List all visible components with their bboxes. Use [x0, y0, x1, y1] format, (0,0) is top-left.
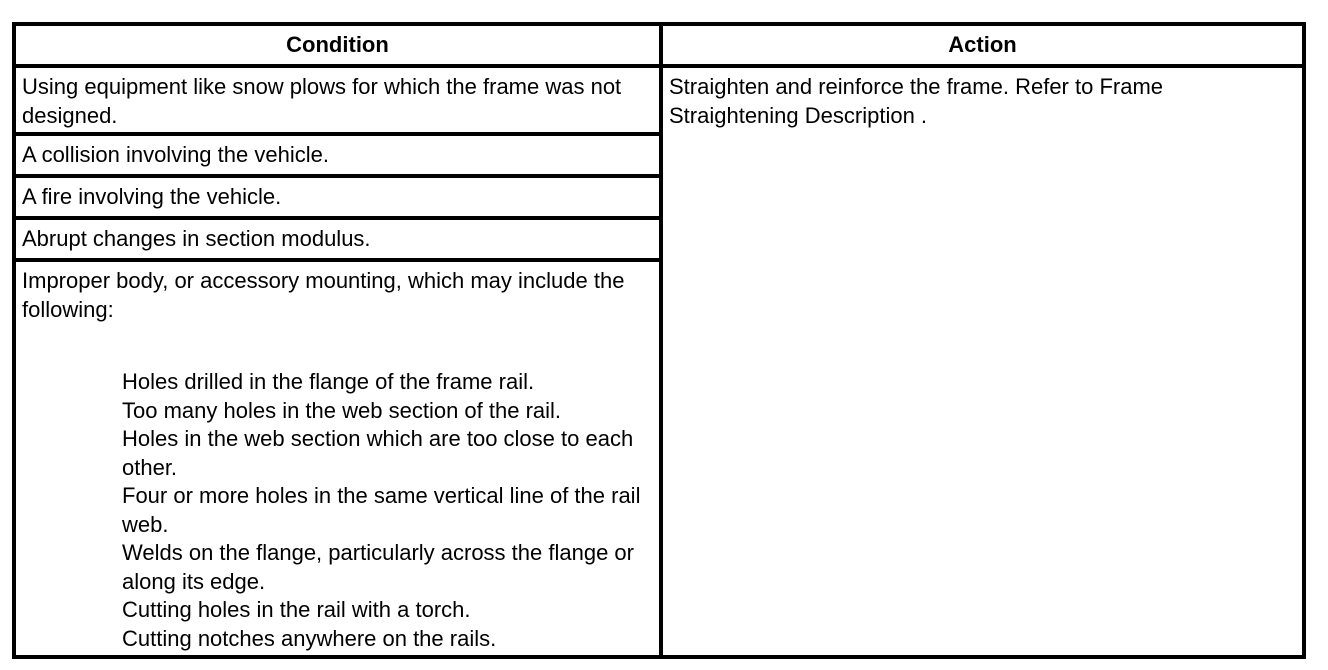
list-item: Too many holes in the web section of the rail. — [122, 397, 562, 423]
list-item: Four or more holes in the same vertical line of the rail web. — [122, 483, 641, 537]
condition-cell-fire: A fire involving the vehicle. — [14, 176, 661, 218]
condition-action-table — [12, 22, 1306, 659]
condition-cell-snow-plows: Using equipment like snow plows for which the frame was not designed. — [14, 66, 661, 134]
table-row — [14, 66, 1304, 134]
list-item: Cutting holes in the rail with a torch. — [122, 597, 471, 622]
action-cell: Straighten and reinforce the frame. Refer to Frame Straightening Description . — [661, 66, 1304, 657]
list-item: Cutting notches anywhere on the rails. — [122, 625, 497, 651]
list-item: Holes in the web section which are too close to each other. — [122, 426, 634, 480]
condition-header: Condition — [14, 24, 661, 66]
header-row — [14, 24, 1304, 66]
condition-cell-section-modulus: Abrupt changes in section modulus. — [14, 218, 661, 260]
improper-mounting-list — [22, 368, 653, 653]
action-header: Action — [661, 24, 1304, 66]
condition-cell-collision: A collision involving the vehicle. — [14, 134, 661, 176]
list-item: Welds on the flange, particularly across the flange or along its edge. — [122, 540, 634, 594]
condition-cell-improper-mounting — [14, 260, 661, 657]
improper-mounting-intro: Improper body, or accessory mounting, which may include the following: — [22, 268, 625, 322]
list-item: Holes drilled in the flange of the frame rail. — [122, 369, 535, 394]
